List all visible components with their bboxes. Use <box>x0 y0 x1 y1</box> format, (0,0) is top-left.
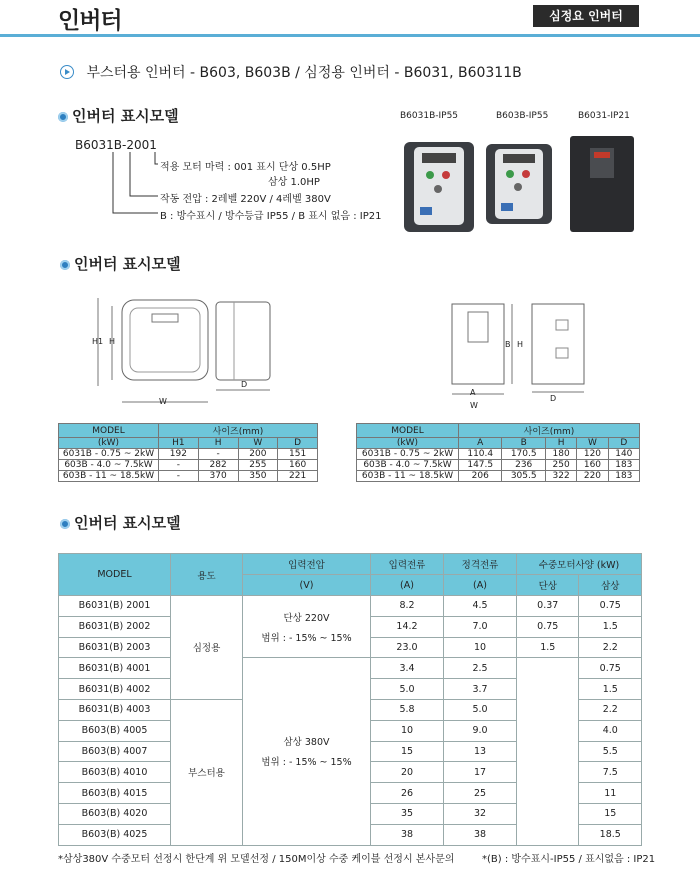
col-unit: (kW) <box>59 438 159 449</box>
cell: 206 <box>459 471 502 482</box>
cell-rated: 17 <box>444 762 517 783</box>
cell-three: 0.75 <box>579 596 642 617</box>
cell: - <box>159 471 199 482</box>
cell-in: 5.0 <box>371 679 444 700</box>
cell: 305.5 <box>502 471 545 482</box>
section1-title-text: 인버터 표시모델 <box>72 107 179 125</box>
inverter-photo-2 <box>486 144 552 224</box>
cell-three: 15 <box>579 803 642 824</box>
col-size: 사이즈(mm) <box>159 424 318 438</box>
section1-title <box>58 105 179 126</box>
cell: - <box>198 449 238 460</box>
cell-rated: 3.7 <box>444 679 517 700</box>
footnote-right: *(B) : 방수표시-IP55 / 표시없음 : IP21 <box>482 854 656 865</box>
col-voltage: 입력전압 <box>243 554 371 575</box>
cell: 180 <box>545 449 576 460</box>
col-in-current-unit: (A) <box>371 575 444 596</box>
cell: 140 <box>608 449 639 460</box>
cell-model: B603(B) 4007 <box>59 741 171 762</box>
cell-in: 20 <box>371 762 444 783</box>
cell: 6031B - 0.75 ~ 2kW <box>357 449 459 460</box>
table-row <box>59 658 642 679</box>
cell-model: B603(B) 4015 <box>59 783 171 804</box>
dimension-drawing-left <box>84 290 284 410</box>
cell-in: 26 <box>371 783 444 804</box>
cell-use-booster: 부스터용 <box>171 699 243 845</box>
cell-single: 0.75 <box>517 616 579 637</box>
model-code-leaders <box>110 152 160 222</box>
col-w: W <box>238 438 278 449</box>
cell: 250 <box>545 460 576 471</box>
cell: 200 <box>238 449 278 460</box>
table-row <box>357 449 640 460</box>
col-in-current: 입력전류 <box>371 554 444 575</box>
cell-model: B6031(B) 4001 <box>59 658 171 679</box>
cell-model: B6031(B) 4002 <box>59 679 171 700</box>
spec-table <box>58 553 642 846</box>
cell: 110.4 <box>459 449 502 460</box>
dim-label-d: D <box>241 380 248 389</box>
cell-three: 0.75 <box>579 658 642 679</box>
col-voltage-unit: (V) <box>243 575 371 596</box>
bullet-icon <box>58 112 68 122</box>
cell: 603B - 11 ~ 18.5kW <box>357 471 459 482</box>
note-three-phase: 삼상 1.0HP <box>268 177 320 188</box>
cell: 282 <box>198 460 238 471</box>
dim-label-h1: H1 <box>92 337 104 346</box>
dim-label-b: B <box>505 340 511 349</box>
cell-rated: 25 <box>444 783 517 804</box>
subheading-text: 부스터용 인버터 - B603, B603B / 심정용 인버터 - B6031, B60311B <box>86 65 522 81</box>
cell-rated: 9.0 <box>444 720 517 741</box>
size-table-right <box>356 423 640 482</box>
cell-single: 0.37 <box>517 596 579 617</box>
cell-three: 18.5 <box>579 824 642 845</box>
cell-three: 2.2 <box>579 637 642 658</box>
cell-three: 5.5 <box>579 741 642 762</box>
col-a: A <box>459 438 502 449</box>
cell-in: 15 <box>371 741 444 762</box>
col-rated-current: 정격전류 <box>444 554 517 575</box>
note-voltage: 작동 전압 : 2레벨 220V / 4레벨 380V <box>160 194 331 205</box>
cell-rated: 4.5 <box>444 596 517 617</box>
subheading <box>60 62 522 82</box>
inverter-photo-3 <box>570 136 634 232</box>
cell-in: 10 <box>371 720 444 741</box>
cell: 160 <box>278 460 318 471</box>
cell-in: 8.2 <box>371 596 444 617</box>
col-unit: (kW) <box>357 438 459 449</box>
section3-title <box>60 512 181 533</box>
dim-label-w-right: W <box>470 401 478 410</box>
table-row <box>357 460 640 471</box>
cell-rated: 13 <box>444 741 517 762</box>
cell-rated: 10 <box>444 637 517 658</box>
col-rated-current-unit: (A) <box>444 575 517 596</box>
cell-in: 3.4 <box>371 658 444 679</box>
table-row <box>59 460 318 471</box>
cell-in: 38 <box>371 824 444 845</box>
cell-use-deep: 심정용 <box>171 596 243 700</box>
cell-volt-three <box>243 658 371 845</box>
size-table-left <box>58 423 318 482</box>
cell-rated: 7.0 <box>444 616 517 637</box>
model-code: B6031B-2001 <box>75 138 157 152</box>
cell: 603B - 4.0 ~ 7.5kW <box>357 460 459 471</box>
col-model: MODEL <box>59 554 171 596</box>
col-h: H <box>198 438 238 449</box>
cell-single: 1.5 <box>517 637 579 658</box>
col-three: 삼상 <box>579 575 642 596</box>
cell: 160 <box>577 460 608 471</box>
cell-three: 1.5 <box>579 616 642 637</box>
dim-label-a: A <box>470 388 476 397</box>
cell-three: 1.5 <box>579 679 642 700</box>
col-model: MODEL <box>357 424 459 438</box>
cell-in: 23.0 <box>371 637 444 658</box>
cell-rated: 5.0 <box>444 699 517 720</box>
cell: 170.5 <box>502 449 545 460</box>
cell-model: B603(B) 4005 <box>59 720 171 741</box>
cell-model: B6031(B) 4003 <box>59 699 171 720</box>
table-row <box>59 449 318 460</box>
header-rule <box>0 34 700 37</box>
cell: 147.5 <box>459 460 502 471</box>
note-waterproof: B : 방수표시 / 방수등급 IP55 / B 표시 없음 : IP21 <box>160 211 382 222</box>
col-d: D <box>608 438 639 449</box>
dimension-drawing-right <box>448 302 588 402</box>
cell-three: 7.5 <box>579 762 642 783</box>
col-size: 사이즈(mm) <box>459 424 640 438</box>
section3-title-text: 인버터 표시모델 <box>74 514 181 532</box>
cell-model: B603(B) 4010 <box>59 762 171 783</box>
cell: 151 <box>278 449 318 460</box>
cell: 120 <box>577 449 608 460</box>
cell-volt-single <box>243 596 371 658</box>
cell-rated: 2.5 <box>444 658 517 679</box>
page-title: 인버터 <box>58 8 122 34</box>
dim-label-d-right: D <box>550 394 557 403</box>
cell: 603B - 11 ~ 18.5kW <box>59 471 159 482</box>
cell-three: 4.0 <box>579 720 642 741</box>
cell-model: B603(B) 4025 <box>59 824 171 845</box>
image-label-1: B6031B-IP55 <box>400 111 459 121</box>
col-motor-spec: 수중모터사양 (kW) <box>517 554 642 575</box>
col-single: 단상 <box>517 575 579 596</box>
volt-single-range: 범위 : - 15% ~ 15% <box>261 632 352 644</box>
dim-label-h: H <box>109 337 116 346</box>
image-label-3: B6031-IP21 <box>578 111 630 121</box>
cell-three: 11 <box>579 783 642 804</box>
cell: 236 <box>502 460 545 471</box>
col-use: 용도 <box>171 554 243 596</box>
cell-single-empty <box>517 658 579 845</box>
section2-title-text: 인버터 표시모델 <box>74 255 181 273</box>
col-h1: H1 <box>159 438 199 449</box>
cell-rated: 32 <box>444 803 517 824</box>
cell: 350 <box>238 471 278 482</box>
col-b: B <box>502 438 545 449</box>
cell: 192 <box>159 449 199 460</box>
col-d: D <box>278 438 318 449</box>
cell: 220 <box>577 471 608 482</box>
cell: 603B - 4.0 ~ 7.5kW <box>59 460 159 471</box>
cell-in: 5.8 <box>371 699 444 720</box>
cell-model: B6031(B) 2002 <box>59 616 171 637</box>
cell: 183 <box>608 471 639 482</box>
dim-label-w: W <box>159 397 167 406</box>
cell: 221 <box>278 471 318 482</box>
section2-title <box>60 253 181 274</box>
cell: 183 <box>608 460 639 471</box>
col-h: H <box>545 438 576 449</box>
note-motor-power: 적용 모터 마력 : 001 표시 단상 0.5HP <box>160 162 331 173</box>
table-row <box>59 471 318 482</box>
cell-in: 35 <box>371 803 444 824</box>
cell: 255 <box>238 460 278 471</box>
category-badge: 심정요 인버터 <box>533 5 639 27</box>
dim-label-h-right: H <box>517 340 524 349</box>
cell: 370 <box>198 471 238 482</box>
cell: 6031B - 0.75 ~ 2kW <box>59 449 159 460</box>
play-circle-icon <box>60 65 74 79</box>
cell: 322 <box>545 471 576 482</box>
volt-three-text: 삼상 380V <box>283 737 330 749</box>
bullet-icon <box>60 260 70 270</box>
cell-model: B6031(B) 2001 <box>59 596 171 617</box>
cell-three: 2.2 <box>579 699 642 720</box>
table-row <box>357 471 640 482</box>
cell-in: 14.2 <box>371 616 444 637</box>
inverter-photo-1 <box>404 142 474 232</box>
col-w: W <box>577 438 608 449</box>
volt-single-text: 단상 220V <box>283 612 330 624</box>
bullet-icon <box>60 519 70 529</box>
table-row <box>59 596 642 617</box>
cell-rated: 38 <box>444 824 517 845</box>
cell: - <box>159 460 199 471</box>
volt-three-range: 범위 : - 15% ~ 15% <box>261 757 352 769</box>
cell-model: B6031(B) 2003 <box>59 637 171 658</box>
image-label-2: B603B-IP55 <box>496 111 549 121</box>
cell-model: B603(B) 4020 <box>59 803 171 824</box>
footnote-left: *삼상380V 수중모터 선정시 한단계 위 모델선정 / 150M이상 수중 케이블 선정시 본사문의 <box>58 854 455 865</box>
col-model: MODEL <box>59 424 159 438</box>
